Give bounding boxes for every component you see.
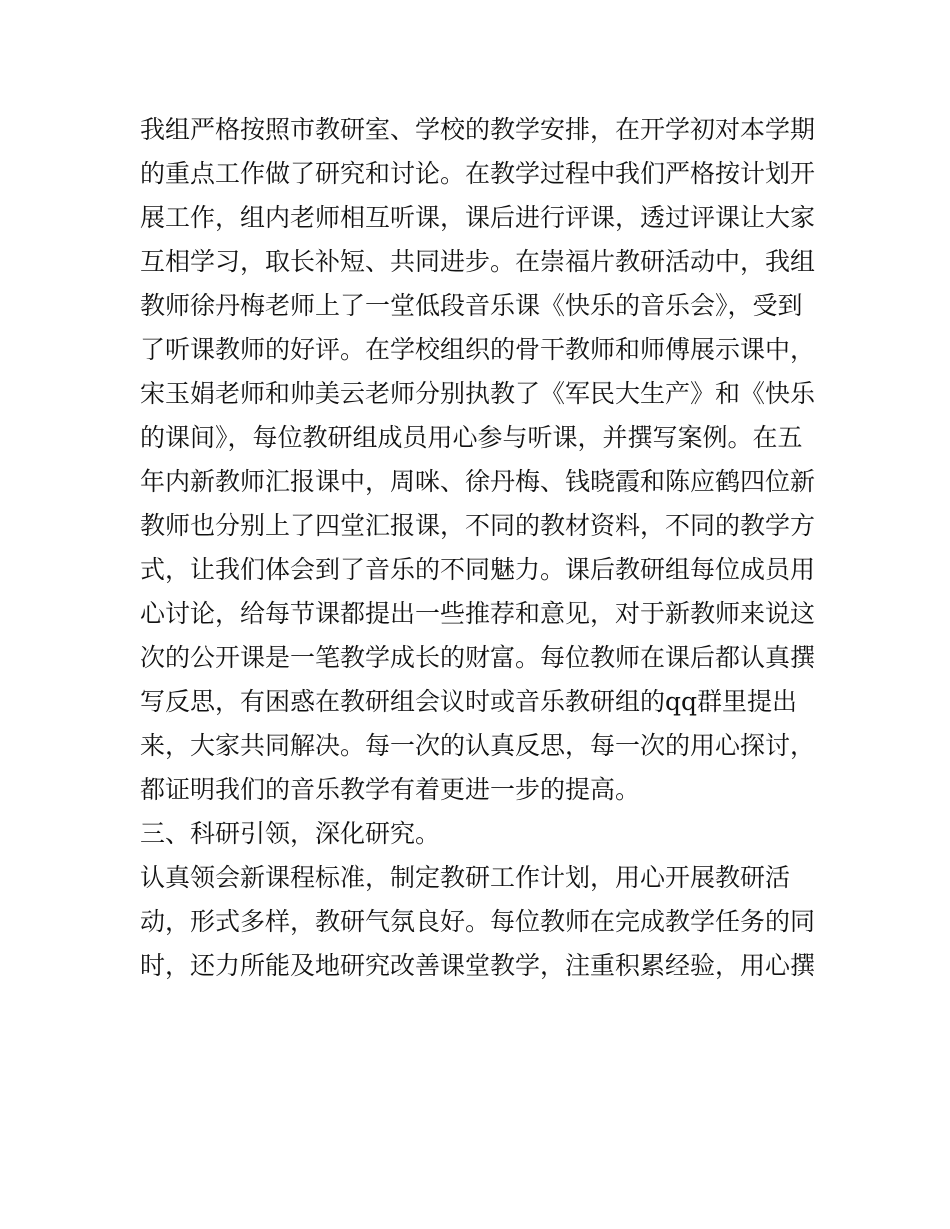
paragraph-line: 式，让我们体会到了音乐的不同魅力。课后教研组每位成员用 <box>140 555 816 584</box>
paragraph-line: 互相学习，取长补短、共同进步。在崇福片教研活动中，我组 <box>140 247 816 276</box>
section-heading: 三、科研引领，深化研究。 <box>140 819 441 848</box>
paragraph-line: 都证明我们的音乐教学有着更进一步的提高。 <box>140 775 641 804</box>
paragraph-line: 认真领会新课程标准，制定教研工作计划，用心开展教研活 <box>140 863 791 892</box>
paragraph-line: 教师也分别上了四堂汇报课，不同的教材资料，不同的教学方 <box>140 511 816 540</box>
paragraph-line: 年内新教师汇报课中，周咪、徐丹梅、钱晓霞和陈应鹤四位新 <box>140 467 816 496</box>
paragraph-line: 心讨论，给每节课都提出一些推荐和意见，对于新教师来说这 <box>140 599 816 628</box>
paragraph-line: 次的公开课是一笔教学成长的财富。每位教师在课后都认真撰 <box>140 643 816 672</box>
document-body <box>140 108 820 988</box>
paragraph-line: 我组严格按照市教研室、学校的教学安排，在开学初对本学期 <box>140 115 816 144</box>
paragraph-line: 了听课教师的好评。在学校组织的骨干教师和师傅展示课中， <box>140 335 816 364</box>
paragraph-line: 的课间》，每位教研组成员用心参与听课，并撰写案例。在五 <box>140 423 803 452</box>
paragraph-teaching-activities <box>140 108 820 812</box>
paragraph-line: 来，大家共同解决。每一次的认真反思，每一次的用心探讨， <box>140 731 816 760</box>
paragraph-line: 时，还力所能及地研究改善课堂教学，注重积累经验，用心撰 <box>140 951 816 980</box>
paragraph-line: 教师徐丹梅老师上了一堂低段音乐课《快乐的音乐会》，受到 <box>140 291 803 320</box>
paragraph-line: 展工作，组内老师相互听课，课后进行评课，透过评课让大家 <box>140 203 816 232</box>
paragraph-research <box>140 856 820 988</box>
paragraph-line: 宋玉娟老师和帅美云老师分别执教了《军民大生产》和《快乐 <box>140 379 816 408</box>
paragraph-line: 写反思，有困惑在教研组会议时或音乐教研组的qq群里提出 <box>140 687 798 716</box>
paragraph-line: 动，形式多样，教研气氛良好。每位教师在完成教学任务的同 <box>140 907 816 936</box>
paragraph-line: 的重点工作做了研究和讨论。在教学过程中我们严格按计划开 <box>140 159 816 188</box>
